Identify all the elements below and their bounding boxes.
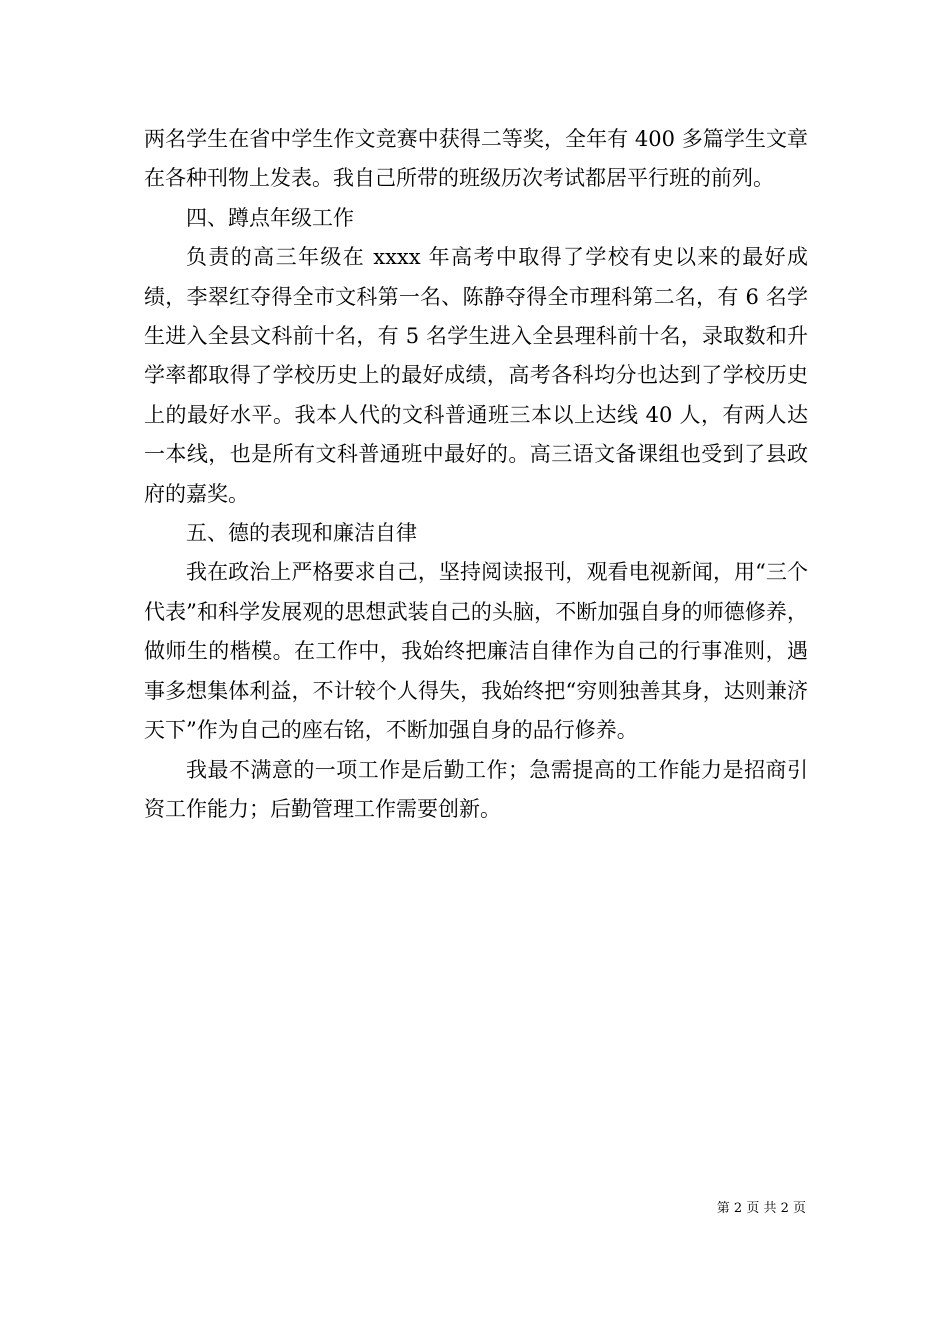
section-heading-4: 四、蹲点年级工作 [186, 205, 354, 230]
section-heading-5: 五、德的表现和廉洁自律 [186, 521, 417, 546]
paragraph-grade-work: 负责的高三年级在 xxxx 年高考中取得了学校有史以来的最好成绩，李翠红夺得全市文科第一名、陈静夺得全市理科第二名，有 6 名学生进入全县文科前十名，有 5 名学生进入全县理科前十名，录取数和升学率都取得了学校历史上的最好成绩，高考各科均分也达到了学校历史上的最好水平。我本人代的文科普通班三本以上达线 40 人，有两人达一本线，也是所有文科普通班中最好的。高三语文备课组也受到了县政府的嘉奖。 [144, 245, 808, 506]
paragraph-self-assessment: 我最不满意的一项工作是后勤工作；急需提高的工作能力是招商引资工作能力；后勤管理工作需要创新。 [144, 757, 808, 821]
document-body [144, 120, 808, 829]
paragraph-continuation: 两名学生在省中学生作文竞赛中获得二等奖，全年有 400 多篇学生文章在各种刊物上发表。我自己所带的班级历次考试都居平行班的前列。 [144, 127, 808, 191]
paragraph-ethics: 我在政治上严格要求自己，坚持阅读报刊，观看电视新闻，用“三个代表”和科学发展观的思想武装自己的头脑，不断加强自身的师德修养，做师生的楷模。在工作中，我始终把廉洁自律作为自己的行事准则，遇事多想集体利益，不计较个人得失，我始终把“穷则独善其身，达则兼济天下”作为自己的座右铭，不断加强自身的品行修养。 [144, 560, 808, 743]
page-number-footer: 第 2 页 共 2 页 [716, 1201, 806, 1216]
